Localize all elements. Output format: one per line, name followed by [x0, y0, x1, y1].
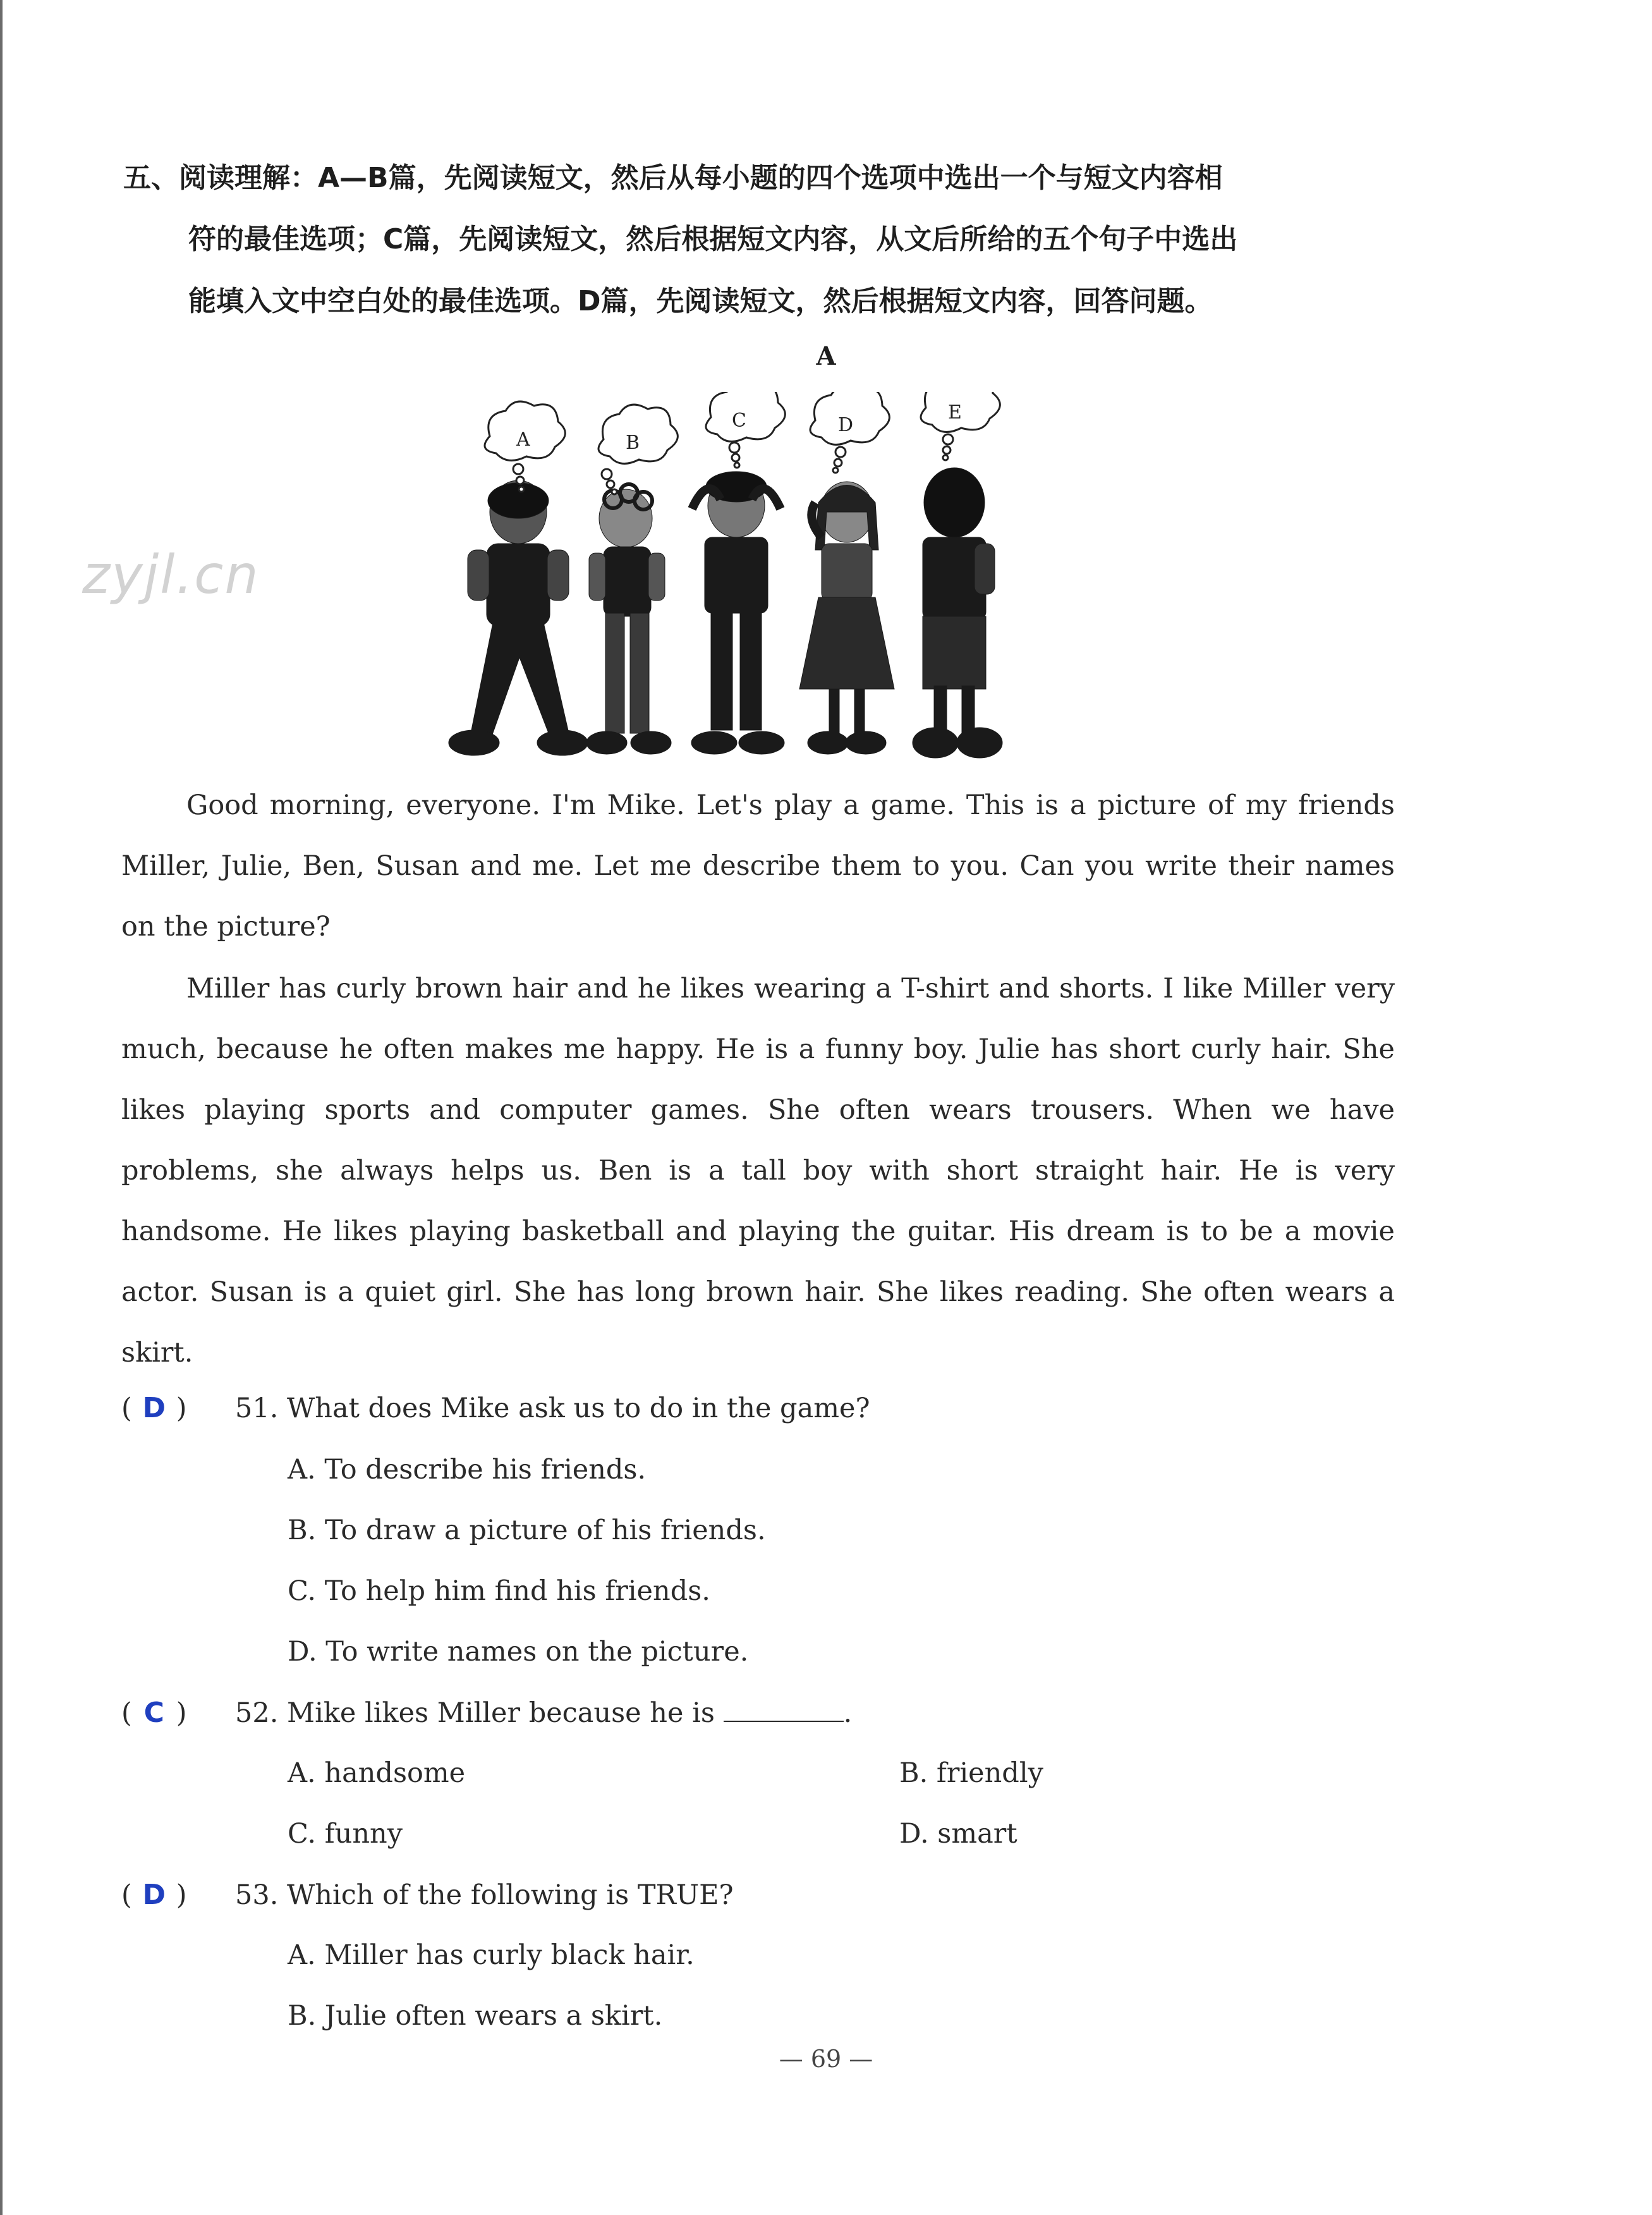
q53-option-a: A. Miller has curly black hair.	[288, 1939, 695, 1971]
q52-option-d: D. smart	[899, 1818, 1017, 1850]
scan-edge	[0, 0, 3, 2215]
bubble-b-label: B	[626, 432, 640, 454]
q52-option-c: C. funny	[288, 1818, 403, 1850]
answer-53: D	[142, 1879, 166, 1911]
page-number: — 69 —	[779, 2045, 873, 2073]
answer-51: D	[142, 1392, 166, 1424]
answer-bracket: ( D )	[121, 1392, 187, 1424]
bubble-b	[598, 405, 677, 494]
q52-option-a: A. handsome	[288, 1757, 466, 1789]
passage-paragraph-2: Miller has curly brown hair and he likes wearing a T-shirt and shorts. I like Miller very much, because he often makes me happy. He is a funny boy. Julie has short curly hair. She likes playing sports and computer games. She often wears trousers. When we have problems, she always helps us. Ben is a tall boy with short straight hair. He is very handsome. He likes playing basketball and playing the guitar. His dream is to be a movie actor. Susan is a quiet girl. She has long brown hair. She likes reading. She often wears a skirt.	[121, 973, 1395, 1369]
children-illustration	[442, 392, 1074, 771]
child-1-figure	[449, 480, 588, 755]
q53-option-b: B. Julie often wears a skirt.	[288, 2000, 663, 2032]
child-4-figure	[799, 482, 894, 754]
passage-paragraph-1: Good morning, everyone. I'm Mike. Let's play a game. This is a picture of my friends Miller, Julie, Ben, Susan and me. Let me describe them to you. Can you write their names on the picture?	[121, 790, 1395, 943]
child-2-figure	[586, 484, 671, 754]
q51-option-a: A. To describe his friends.	[288, 1454, 647, 1486]
bubble-a	[485, 401, 565, 492]
instructions-line-3: 能填入文中空白处的最佳选项。D篇，先阅读短文，然后根据短文内容，回答问题。	[188, 285, 1213, 317]
watermark: zyjl.cn	[82, 544, 260, 606]
child-5-figure	[913, 468, 1002, 758]
answer-blank	[724, 1702, 844, 1722]
bubble-d	[810, 392, 889, 473]
bubble-c	[706, 392, 785, 468]
q52-option-b: B. friendly	[899, 1757, 1043, 1789]
question-53	[121, 1879, 734, 1911]
question-51-stem: 51. What does Mike ask us to do in the game?	[235, 1393, 870, 1424]
bubble-c-label: C	[732, 410, 746, 432]
q51-option-b: B. To draw a picture of his friends.	[288, 1515, 766, 1546]
answer-bracket: ( C )	[121, 1697, 187, 1729]
section-heading: A	[816, 341, 836, 371]
question-52-stem: 52. Mike likes Miller because he is	[235, 1697, 715, 1729]
answer-52: C	[143, 1697, 164, 1729]
child-3-figure	[691, 472, 784, 754]
question-51	[121, 1392, 870, 1424]
bubble-e-label: E	[948, 401, 962, 424]
bubble-a-label: A	[516, 429, 530, 451]
question-52: ( C ) 52. Mike likes Miller because he is .	[121, 1697, 853, 1729]
bubble-e	[921, 392, 1000, 460]
instructions-line-2: 符的最佳选项；C篇，先阅读短文，然后根据短文内容，从文后所给的五个句子中选出	[188, 223, 1238, 255]
answer-bracket: ( D )	[121, 1879, 187, 1911]
question-53-stem: 53. Which of the following is TRUE?	[235, 1879, 734, 1911]
bubble-d-label: D	[838, 414, 854, 436]
instructions-line-1: 五、阅读理解：A—B篇，先阅读短文，然后从每小题的四个选项中选出一个与短文内容相	[123, 162, 1223, 194]
q51-option-c: C. To help him find his friends.	[288, 1575, 710, 1607]
q51-option-d: D. To write names on the picture.	[288, 1636, 749, 1668]
